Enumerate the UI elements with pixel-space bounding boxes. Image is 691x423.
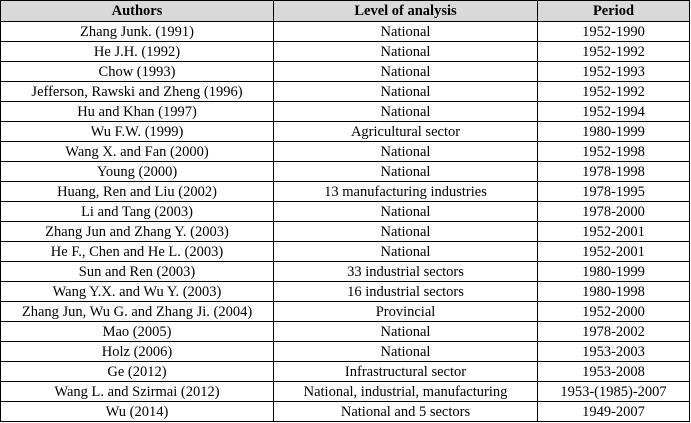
cell-author: Zhang Junk. (1991) [1, 22, 274, 42]
cell-level-of-analysis: National [274, 62, 538, 82]
table-row [1, 242, 690, 262]
table-row [1, 82, 690, 102]
cell-period: 1953-2008 [538, 362, 690, 382]
table-row [1, 382, 690, 402]
table-row [1, 302, 690, 322]
table-row [1, 222, 690, 242]
cell-level-of-analysis: Infrastructural sector [274, 362, 538, 382]
cell-author: He F., Chen and He L. (2003) [1, 242, 274, 262]
table-row [1, 342, 690, 362]
cell-level-of-analysis: Provincial [274, 302, 538, 322]
cell-period: 1978-2002 [538, 322, 690, 342]
cell-author: Zhang Jun and Zhang Y. (2003) [1, 222, 274, 242]
cell-author: Huang, Ren and Liu (2002) [1, 182, 274, 202]
cell-period: 1952-1994 [538, 102, 690, 122]
cell-author: Li and Tang (2003) [1, 202, 274, 222]
cell-period: 1952-1993 [538, 62, 690, 82]
cell-author: Hu and Khan (1997) [1, 102, 274, 122]
cell-author: Holz (2006) [1, 342, 274, 362]
table-row [1, 22, 690, 42]
table-row [1, 62, 690, 82]
cell-level-of-analysis: National [274, 22, 538, 42]
cell-level-of-analysis: National and 5 sectors [274, 402, 538, 422]
table-row [1, 122, 690, 142]
cell-period: 1952-2001 [538, 242, 690, 262]
cell-period: 1980-1998 [538, 282, 690, 302]
cell-level-of-analysis: National [274, 222, 538, 242]
cell-period: 1952-1992 [538, 82, 690, 102]
cell-author: Ge (2012) [1, 362, 274, 382]
cell-period: 1952-1998 [538, 142, 690, 162]
cell-period: 1952-1990 [538, 22, 690, 42]
cell-level-of-analysis: National [274, 342, 538, 362]
cell-level-of-analysis: National [274, 322, 538, 342]
cell-level-of-analysis: National [274, 162, 538, 182]
cell-level-of-analysis: Agricultural sector [274, 122, 538, 142]
table-row [1, 282, 690, 302]
table-row [1, 262, 690, 282]
table-row [1, 102, 690, 122]
table-row [1, 362, 690, 382]
cell-level-of-analysis: National [274, 142, 538, 162]
table-row [1, 182, 690, 202]
cell-author: Mao (2005) [1, 322, 274, 342]
cell-author: Wang Y.X. and Wu Y. (2003) [1, 282, 274, 302]
cell-level-of-analysis: 33 industrial sectors [274, 262, 538, 282]
header-level-of-analysis: Level of analysis [274, 1, 538, 22]
cell-author: Jefferson, Rawski and Zheng (1996) [1, 82, 274, 102]
cell-period: 1952-1992 [538, 42, 690, 62]
table-row [1, 162, 690, 182]
table-header-row [1, 1, 690, 22]
cell-level-of-analysis: National [274, 202, 538, 222]
cell-author: Wang X. and Fan (2000) [1, 142, 274, 162]
cell-level-of-analysis: National [274, 42, 538, 62]
cell-period: 1980-1999 [538, 122, 690, 142]
cell-author: Sun and Ren (2003) [1, 262, 274, 282]
table-body [1, 22, 690, 422]
cell-period: 1952-2000 [538, 302, 690, 322]
table-row [1, 42, 690, 62]
cell-author: Wang L. and Szirmai (2012) [1, 382, 274, 402]
cell-period: 1952-2001 [538, 222, 690, 242]
header-period: Period [538, 1, 690, 22]
cell-author: Wu (2014) [1, 402, 274, 422]
table-row [1, 402, 690, 422]
cell-period: 1953-2003 [538, 342, 690, 362]
cell-period: 1978-2000 [538, 202, 690, 222]
cell-period: 1978-1998 [538, 162, 690, 182]
cell-author: Chow (1993) [1, 62, 274, 82]
cell-period: 1978-1995 [538, 182, 690, 202]
cell-period: 1953-(1985)-2007 [538, 382, 690, 402]
header-authors: Authors [1, 1, 274, 22]
cell-author: He J.H. (1992) [1, 42, 274, 62]
cell-level-of-analysis: National [274, 242, 538, 262]
cell-level-of-analysis: National [274, 102, 538, 122]
cell-level-of-analysis: 16 industrial sectors [274, 282, 538, 302]
cell-level-of-analysis: 13 manufacturing industries [274, 182, 538, 202]
cell-author: Wu F.W. (1999) [1, 122, 274, 142]
cell-author: Young (2000) [1, 162, 274, 182]
table-row [1, 202, 690, 222]
cell-period: 1949-2007 [538, 402, 690, 422]
cell-author: Zhang Jun, Wu G. and Zhang Ji. (2004) [1, 302, 274, 322]
cell-period: 1980-1999 [538, 262, 690, 282]
table-row [1, 142, 690, 162]
cell-level-of-analysis: National [274, 82, 538, 102]
table-row [1, 322, 690, 342]
cell-level-of-analysis: National, industrial, manufacturing [274, 382, 538, 402]
